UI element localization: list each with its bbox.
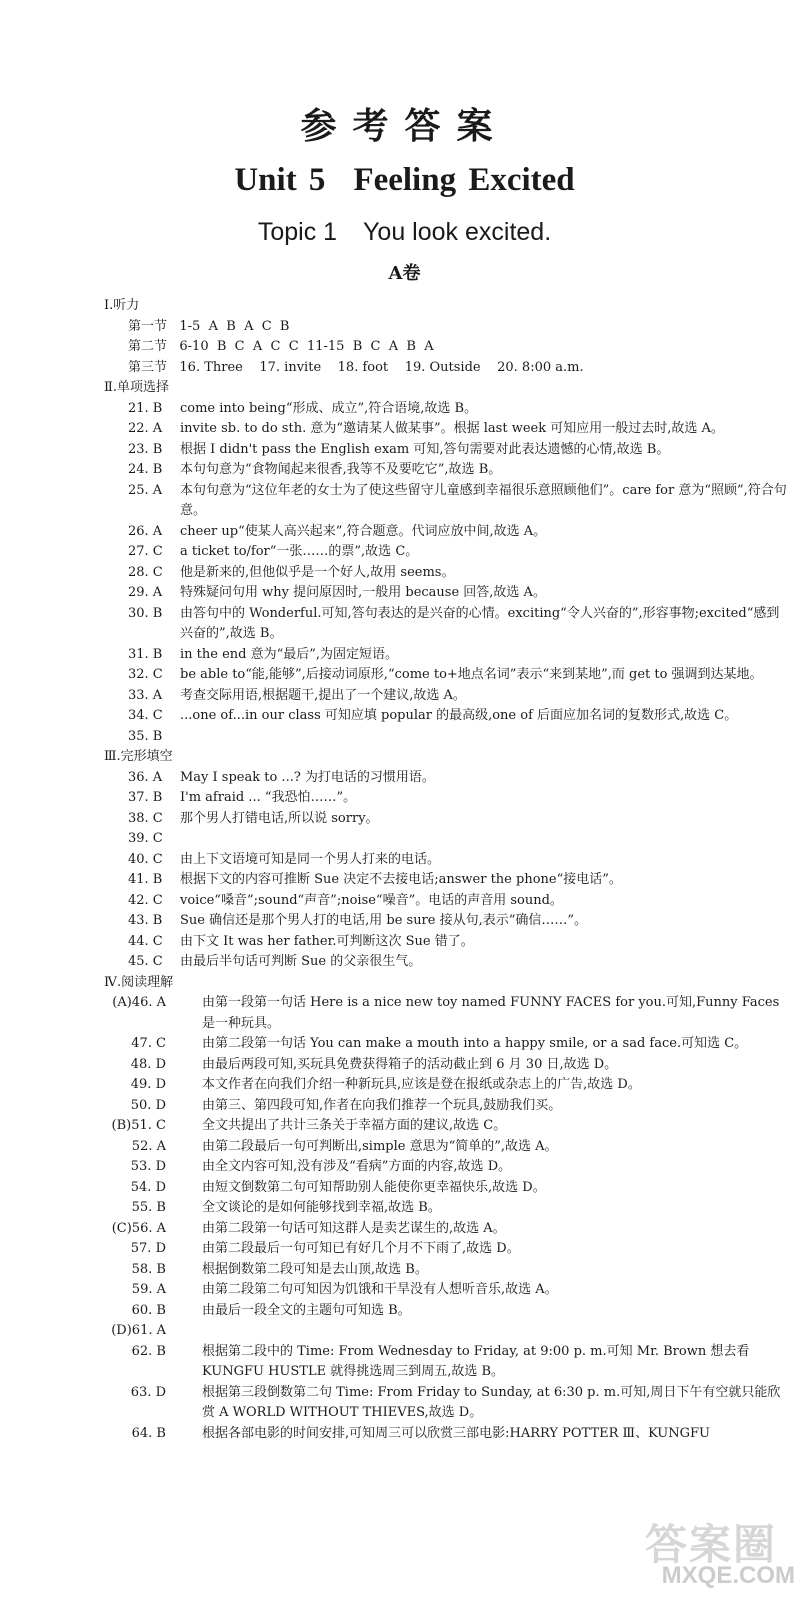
answer-explanation: 那个男人打错电话,所以说 sorry。 <box>180 810 379 826</box>
answer-explanation <box>202 1321 792 1342</box>
answer-item <box>128 522 792 543</box>
answer-explanation: 考查交际用语,根据题干,提出了一个建议,故选 A。 <box>180 687 466 703</box>
answer-item <box>128 440 792 461</box>
answer-item <box>128 460 792 481</box>
answer-item <box>128 1075 792 1096</box>
answer-item <box>128 911 792 932</box>
answer-number: 49. D <box>130 1077 166 1092</box>
answer-explanation: 由第二段第二句可知因为饥饿和干旱没有人想听音乐,故选 A。 <box>202 1282 558 1297</box>
answer-number: 57. D <box>130 1241 166 1256</box>
answer-explanation: 由答句中的 Wonderful.可知,答句表达的是兴奋的心情。exciting“令人兴奋的”,形容事物;excited“感到兴奋的”,故选 B。 <box>180 605 780 641</box>
answer-explanation: 由全文内容可知,没有涉及“看病”方面的内容,故选 D。 <box>202 1159 512 1174</box>
watermark <box>605 1512 795 1590</box>
answer-number: 35. B <box>128 728 163 744</box>
answer-explanation: invite sb. to do sth. 意为“邀请某人做某事”。根据 last week 可知应用一般过去时,故选 A。 <box>180 421 724 436</box>
answer-item <box>128 952 792 973</box>
answer-item <box>128 850 792 871</box>
answer-item <box>128 1137 792 1158</box>
answer-explanation: 他是新来的,但他似乎是一个好人,故用 seems。 <box>180 564 455 580</box>
answer-number: 63. D <box>130 1384 166 1400</box>
watermark-site: MXQE.COM <box>661 1562 795 1589</box>
watermark-logo: 答案圈 <box>644 1520 777 1569</box>
answer-item <box>128 645 792 666</box>
answer-number: 24. B <box>128 462 163 477</box>
answer-number: 36. A <box>128 769 163 785</box>
answer-item <box>128 932 792 953</box>
section-heading-listening: Ⅰ.听力 <box>104 298 140 313</box>
cloze-list <box>104 768 792 973</box>
listening-line: 第一节 1-5 A B A C B <box>128 318 290 334</box>
answer-item <box>128 1157 792 1178</box>
listening-line: 第三节 16. Three 17. invite 18. foot 19. Outside 20. 8:00 a.m. <box>128 359 584 375</box>
answer-number: 64. B <box>131 1425 166 1441</box>
answer-number: 30. B <box>128 605 163 621</box>
answer-number: 38. C <box>128 810 163 826</box>
answer-explanation: 全文谈论的是如何能够找到幸福,故选 B。 <box>202 1200 441 1215</box>
answer-explanation: Sue 确信还是那个男人打的电话,用 be sure 接从句,表示“确信……”。 <box>180 913 588 928</box>
answer-explanation: 本句句意为“食物闻起来很香,我等不及要吃它”,故选 B。 <box>180 462 502 477</box>
answer-explanation: 由第二段第一句话可知这群人是卖艺谋生的,故选 A。 <box>202 1220 506 1236</box>
answer-explanation: 由第二段第一句话 You can make a mouth into a happy smile, or a sad face.可知选 C。 <box>202 1036 748 1051</box>
answer-number: 25. A <box>128 482 163 498</box>
answer-number: 37. B <box>128 790 163 805</box>
answer-explanation: 本文作者在向我们介绍一种新玩具,应该是登在报纸或杂志上的广告,故选 D。 <box>202 1077 641 1092</box>
answer-item <box>128 542 792 563</box>
answer-item <box>128 481 792 522</box>
answer-number: 28. C <box>128 564 163 580</box>
answer-number: 27. C <box>128 544 163 559</box>
answer-number: (B)51. C <box>111 1118 166 1133</box>
answer-number: 34. C <box>128 708 163 723</box>
answer-number: 40. C <box>128 851 163 867</box>
answer-number: 44. C <box>128 933 163 949</box>
answer-explanation: ...one of...in our class 可知应填 popular 的最高级,one of 后面应加名词的复数形式,故选 C。 <box>180 708 738 723</box>
answer-number: 50. D <box>130 1097 166 1113</box>
answer-item <box>128 768 792 789</box>
answer-item <box>128 1198 792 1219</box>
answer-explanation: 根据倒数第二段可知是去山顶,故选 B。 <box>202 1261 428 1277</box>
section-heading-reading: Ⅳ.阅读理解 <box>104 974 174 990</box>
answer-content <box>104 296 792 1444</box>
answer-explanation: 本句句意为“这位年老的女士为了使这些留守儿童感到幸福很乐意照顾他们”。care for 意为“照顾”,符合句意。 <box>180 482 787 518</box>
answer-item <box>128 788 792 809</box>
paper-label: A卷 <box>388 263 421 284</box>
answer-number: 48. D <box>130 1056 166 1072</box>
answer-number: 21. B <box>128 400 163 416</box>
answer-item <box>128 891 792 912</box>
answer-number: 23. B <box>128 441 163 457</box>
answer-explanation: I'm afraid ... “我恐怕……”。 <box>180 790 357 805</box>
answer-number: 42. C <box>128 892 163 908</box>
answer-explanation: in the end 意为“最后”,为固定短语。 <box>180 646 399 662</box>
answer-number: 41. B <box>128 872 163 887</box>
unit-title <box>0 162 809 199</box>
single-choice-list <box>104 399 792 748</box>
answer-explanation <box>180 727 792 748</box>
answer-explanation: 由短文倒数第二句可知帮助别人能使你更幸福快乐,故选 D。 <box>202 1179 546 1195</box>
answer-number: 58. B <box>131 1261 166 1277</box>
answer-explanation: 由第一段第一句话 Here is a nice new toy named FUNNY FACES for you.可知,Funny Faces 是一种玩具。 <box>202 995 780 1031</box>
answer-item <box>112 993 792 1034</box>
answer-item <box>128 419 792 440</box>
answer-item <box>128 1239 792 1260</box>
section-heading-single-choice: Ⅱ.单项选择 <box>104 380 169 395</box>
answer-explanation: 全文共提出了共计三条关于幸福方面的建议,故选 C。 <box>202 1118 507 1133</box>
answer-number: 47. C <box>131 1036 166 1051</box>
answer-explanation: 由最后半句话可判断 Sue 的父亲很生气。 <box>180 954 422 969</box>
answer-number: 26. A <box>128 523 163 539</box>
answer-explanation: a ticket to/for“一张……的票”,故选 C。 <box>180 544 419 559</box>
topic-name: You look excited. <box>363 218 552 246</box>
answer-explanation: 由第二段最后一句可判断出,simple 意思为“简单的”,故选 A。 <box>202 1138 558 1154</box>
answer-item <box>128 563 792 584</box>
answer-item <box>128 1424 792 1445</box>
unit-name: Feeling Excited <box>353 162 575 198</box>
answer-number: 53. D <box>130 1159 166 1174</box>
answer-number: 39. C <box>128 831 163 846</box>
answer-item <box>128 829 792 850</box>
answer-explanation <box>180 829 792 850</box>
answer-item <box>128 665 792 686</box>
answer-number: 29. A <box>128 585 163 600</box>
answer-item <box>128 809 792 830</box>
answer-item <box>128 1383 792 1424</box>
answer-item <box>111 1219 792 1240</box>
reading-list <box>104 993 792 1444</box>
answer-item <box>128 604 792 645</box>
answer-item <box>128 399 792 420</box>
answer-item <box>128 583 792 604</box>
topic-number: Topic 1 <box>257 218 338 246</box>
answer-explanation: 根据各部电影的时间安排,可知周三可以欣赏三部电影:HARRY POTTER Ⅲ、KUNGFU <box>202 1425 711 1441</box>
answer-explanation: voice“嗓音”;sound“声音”;noise“噪音”。电话的声音用 sound。 <box>180 892 563 908</box>
answer-item <box>111 1321 792 1342</box>
answer-number: 54. D <box>130 1179 166 1195</box>
answer-item <box>128 686 792 707</box>
answer-explanation: 根据第二段中的 Time: From Wednesday to Friday, at 9:00 p. m.可知 Mr. Brown 想去看 KUNGFU HUSTLE 就得挑选周三到周五,故选 B。 <box>202 1343 750 1379</box>
answer-number: 31. B <box>128 646 163 662</box>
answer-explanation: 由第三、第四段可知,作者在向我们推荐一个玩具,鼓励我们买。 <box>202 1097 562 1113</box>
section-heading-cloze: Ⅲ.完形填空 <box>104 749 173 764</box>
answer-number: 32. C <box>128 667 163 682</box>
answer-number: 60. B <box>131 1302 166 1318</box>
answer-item <box>128 1178 792 1199</box>
answer-item <box>128 1342 792 1383</box>
topic-title <box>0 218 809 247</box>
answer-number: (C)56. A <box>111 1220 166 1236</box>
answer-item <box>128 1301 792 1322</box>
answer-item <box>128 1280 792 1301</box>
answer-explanation: 根据 I didn't pass the English exam 可知,答句需要对此表达遗憾的心情,故选 B。 <box>180 441 670 457</box>
answer-item <box>128 1055 792 1076</box>
answer-item <box>128 1034 792 1055</box>
page-title: 参考答案 <box>300 105 509 147</box>
answer-number: (A)46. A <box>112 995 166 1010</box>
answer-explanation: 由上下文语境可知是同一个男人打来的电话。 <box>180 851 441 867</box>
answer-number: 59. A <box>131 1282 166 1297</box>
answer-number: 55. B <box>131 1200 166 1215</box>
answer-explanation: 由第二段最后一句可知已有好几个月不下雨了,故选 D。 <box>202 1241 520 1256</box>
answer-number: 45. C <box>128 954 163 969</box>
answer-item <box>128 1096 792 1117</box>
answer-item <box>128 870 792 891</box>
answer-number: 22. A <box>128 421 163 436</box>
answer-number: 52. A <box>131 1138 166 1154</box>
answer-explanation: May I speak to ...? 为打电话的习惯用语。 <box>180 769 435 785</box>
answer-explanation: cheer up“使某人高兴起来”,符合题意。代词应放中间,故选 A。 <box>180 523 547 539</box>
answer-explanation: 根据下文的内容可推断 Sue 决定不去接电话;answer the phone“接电话”。 <box>180 872 622 887</box>
listening-line: 第二节 6-10 B C A C C 11-15 B C A B A <box>128 339 434 354</box>
answer-explanation: 由最后两段可知,买玩具免费获得箱子的活动截止到 6 月 30 日,故选 D。 <box>202 1056 618 1072</box>
answer-explanation: 由下文 It was her father.可判断这次 Sue 错了。 <box>180 933 474 949</box>
answer-explanation: come into being“形成、成立”,符合语境,故选 B。 <box>180 400 478 416</box>
answer-number: (D)61. A <box>111 1323 166 1338</box>
answer-number: 43. B <box>128 913 163 928</box>
answer-item <box>128 1260 792 1281</box>
answer-explanation: 由最后一段全文的主题句可知选 B。 <box>202 1302 411 1318</box>
answer-explanation: be able to“能,能够”,后接动词原形,“come to+地点名词”表示“来到某地”,而 get to 强调到达某地。 <box>180 667 763 682</box>
answer-explanation: 特殊疑问句用 why 提问原因时,一般用 because 回答,故选 A。 <box>180 585 546 600</box>
answer-item <box>111 1116 792 1137</box>
answer-number: 62. B <box>131 1343 166 1359</box>
unit-number: Unit 5 <box>234 162 326 198</box>
answer-explanation: 根据第三段倒数第二句 Time: From Friday to Sunday, at 6:30 p. m.可知,周日下午有空就只能欣赏 A WORLD WITHOUT THIEVES,故选 D。 <box>202 1384 781 1420</box>
answer-number: 33. A <box>128 687 163 703</box>
answer-item <box>128 706 792 727</box>
answer-item <box>128 727 792 748</box>
